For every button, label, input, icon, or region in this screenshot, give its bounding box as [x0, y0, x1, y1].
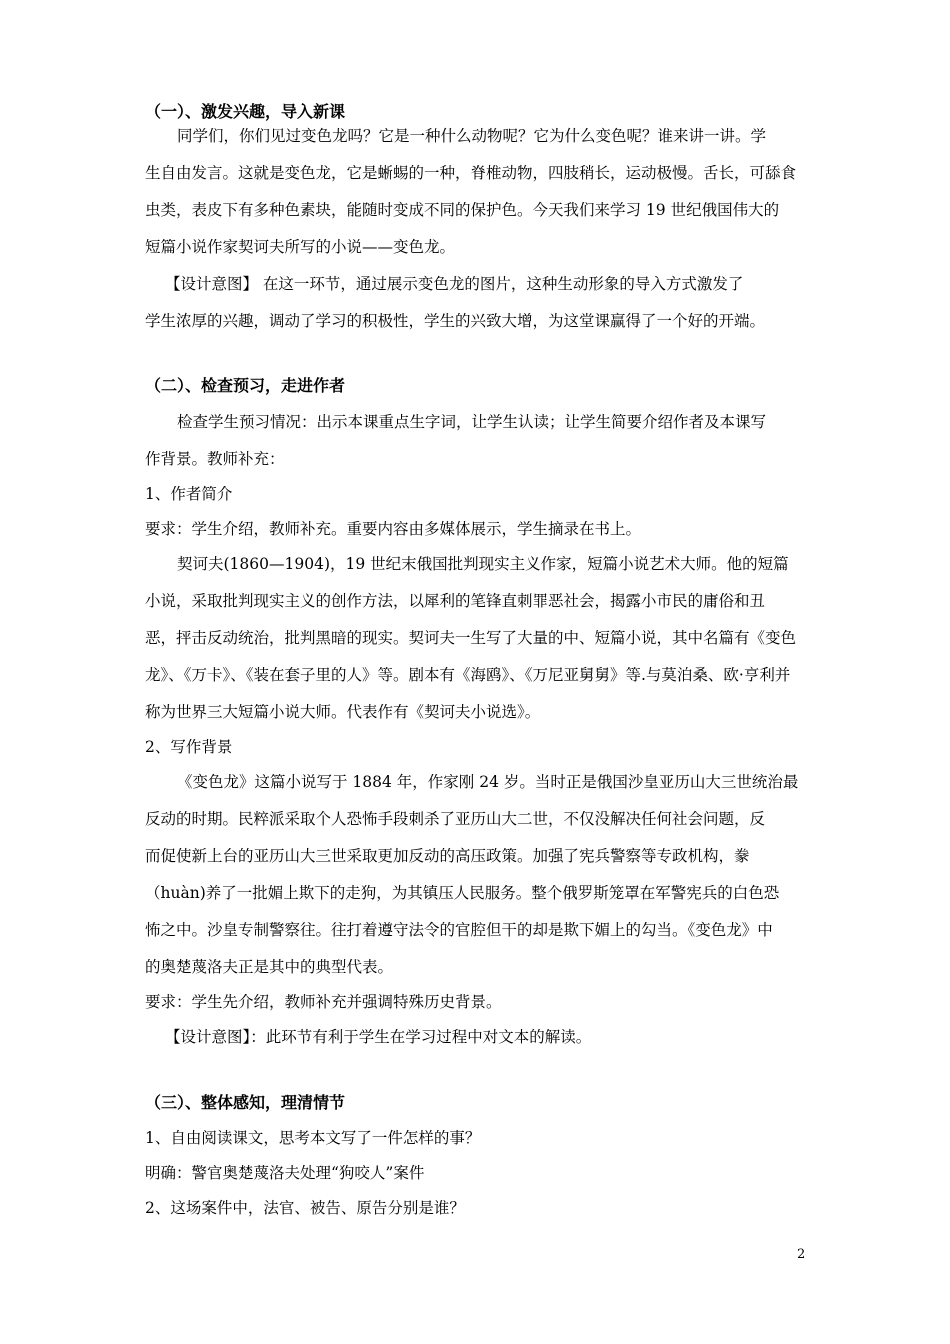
section2-item1-body-line1: 契诃夫(1860—1904)，19 世纪末俄国批判现实主义作家，短篇小说艺术大师。他的短篇	[177, 555, 789, 573]
section1-para1-line2: 生自由发言。这就是变色龙，它是蜥蜴的一种，脊椎动物，四肢稍长，运动极慢。舌长，可舔食	[145, 164, 797, 182]
section2-item2-body-line2: 反动的时期。民粹派采取个人恐怖手段刺杀了亚历山大二世，不仅没解决任何社会问题，反	[145, 810, 766, 828]
section3-answer1: 明确：警官奥楚蔑洛夫处理“狗咬人”案件	[145, 1164, 425, 1182]
section1-para1-line3: 虫类，表皮下有多种色素块，能随时变成不同的保护色。今天我们来学习 19 世纪俄国伟大的	[145, 201, 780, 219]
section2-item1-body-line5: 称为世界三大短篇小说大师。代表作有《契诃夫小说选》。	[145, 703, 541, 721]
section2-item1-body-line2: 小说，采取批判现实主义的创作方法，以犀利的笔锋直刺罪恶社会，揭露小市民的庸俗和丑	[145, 592, 766, 610]
section3-heading: （三）、整体感知，理清情节	[145, 1093, 346, 1112]
section2-heading: （二）、检查预习，走进作者	[145, 376, 346, 395]
section1-heading: （一）、激发兴趣，导入新课	[145, 102, 346, 121]
section2-item2-body-line3: 而促使新上台的亚历山大三世采取更加反动的高压政策。加强了宪兵警察等专政机构，豢	[145, 847, 750, 865]
section2-item2-body-line6: 的奥楚蔑洛夫正是其中的典型代表。	[145, 958, 394, 976]
section2-item1-requirement: 要求：学生介绍，教师补充。重要内容由多媒体展示，学生摘录在书上。	[145, 520, 642, 538]
section2-item1-title: 1、作者简介	[145, 485, 233, 503]
section2-item1-body-line4: 龙》、《万卡》、《装在套子里的人》等。剧本有《海鸥》、《万尼亚舅舅》等.与莫泊桑、欧·亨利并	[145, 666, 791, 684]
section1-para1-line4: 短篇小说作家契诃夫所写的小说——变色龙。	[145, 238, 456, 256]
section1-design-line2: 学生浓厚的兴趣，调动了学习的积极性，学生的兴致大增，为这堂课赢得了一个好的开端。	[145, 312, 766, 330]
section2-intro-line1: 检查学生预习情况：出示本课重点生字词，让学生认读；让学生简要介绍作者及本课写	[177, 413, 767, 431]
section2-design: 【设计意图】：此环节有利于学生在学习过程中对文本的解读。	[165, 1028, 592, 1046]
section2-item1-body-line3: 恶，抨击反动统治，批判黑暗的现实。契诃夫一生写了大量的中、短篇小说，其中名篇有《变色	[145, 629, 797, 647]
section2-item2-body-line4: （huàn)养了一批媚上欺下的走狗，为其镇压人民服务。整个俄罗斯笼罩在军警宪兵的白色恐	[145, 884, 780, 902]
section2-item2-requirement: 要求：学生先介绍，教师补充并强调特殊历史背景。	[145, 993, 502, 1011]
section2-intro-line2: 作背景。教师补充：	[145, 450, 285, 468]
section1-design-line1: 【设计意图】 在这一环节，通过展示变色龙的图片，这种生动形象的导入方式激发了	[165, 275, 744, 293]
section2-item2-title: 2、写作背景	[145, 738, 233, 756]
section2-item2-body-line1: 《变色龙》这篇小说写于 1884 年，作家刚 24 岁。当时正是俄国沙皇亚历山大三世统治最	[177, 773, 799, 791]
section3-question2: 2、这场案件中，法官、被告、原告分别是谁？	[145, 1199, 465, 1217]
section1-para1-line1: 同学们，你们见过变色龙吗？它是一种什么动物呢？它为什么变色呢？谁来讲一讲。学	[177, 127, 767, 145]
section3-question1: 1、自由阅读课文，思考本文写了一件怎样的事？	[145, 1129, 481, 1147]
section2-item2-body-line5: 怖之中。沙皇专制警察往。往打着遵守法令的官腔但干的却是欺下媚上的勾当。《变色龙》中	[145, 921, 773, 939]
page-number: 2	[797, 1247, 806, 1262]
